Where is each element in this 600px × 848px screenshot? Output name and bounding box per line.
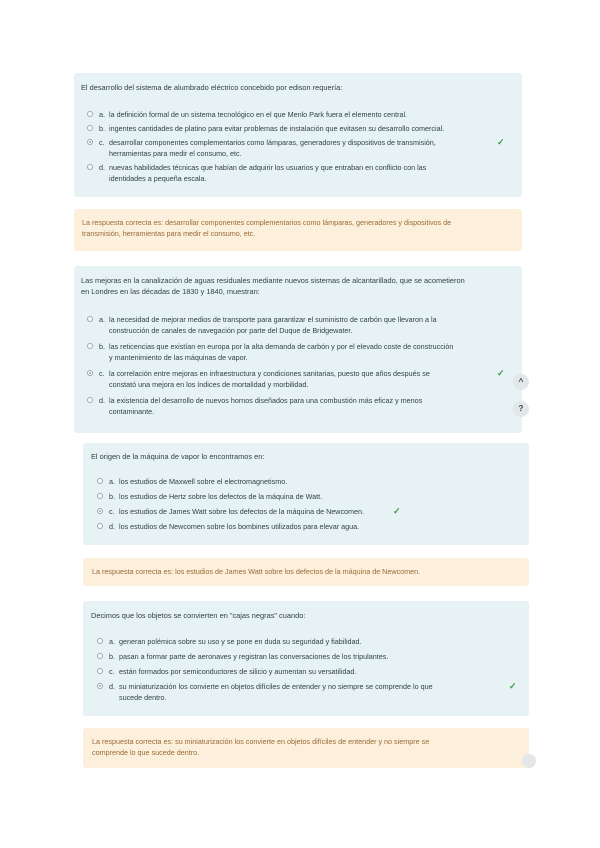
radio-button-selected[interactable] xyxy=(87,139,93,145)
question-1-options: a. la definición formal de un sistema tecnológico en el que Menlo Park fuera el elemento central. b. ingentes cantidades de platino para evitar problemas de instalación que evitasen su desarrollo comercial. c. desarrollar componentes complementarios como lámparas, generadores y dispositivos de transmisión, herramientas para medir el consumo, etc. ✓ d. nuevas habilidades técnicas que habían de adquirir los usuarios y que entraban en conflicto con las identidades a pequeña escala. xyxy=(87,110,512,194)
question-2-text: Las mejoras en la canalización de aguas residuales mediante nuevos sistemas de alcantarillado, que se acometieron en Londres en las décadas de 1830 y 1840, muestran: xyxy=(81,276,465,296)
radio-button[interactable] xyxy=(97,493,103,499)
correct-check-icon: ✓ xyxy=(393,506,401,516)
question-3-options: a. los estudios de Maxwell sobre el electromagnetismo. b. los estudios de Hertz sobre los defectos de la máquina de Watt. c. los estudios de James Watt sobre los defectos de la máquina de Newcomen. ✓ d. los estudios de Newcomen sobre los bombines utilizados para elevar agua. xyxy=(97,477,519,541)
radio-button-selected[interactable] xyxy=(97,683,103,689)
radio-button-selected[interactable] xyxy=(97,508,103,514)
question-3-card xyxy=(83,443,529,545)
question-1-feedback: La respuesta correcta es: desarrollar componentes complementarios como lámparas, generadores y dispositivos de transmisión, herramientas para medir el consumo, etc. xyxy=(74,209,522,251)
scroll-up-button[interactable]: ^ xyxy=(513,374,529,390)
question-4-feedback: La respuesta correcta es: su miniaturización los convierte en objetos difíciles de entender y no siempre se comprende lo que sucede dentro. xyxy=(83,728,529,768)
question-3-feedback: La respuesta correcta es: los estudios de James Watt sobre los defectos de la máquina de Newcomen. xyxy=(83,558,529,586)
radio-button[interactable] xyxy=(87,343,93,349)
radio-button-selected[interactable] xyxy=(87,370,93,376)
radio-button[interactable] xyxy=(97,653,103,659)
question-1-card xyxy=(74,73,522,197)
question-2-options: a. la necesidad de mejorar medios de transporte para garantizar el suministro de carbón que llevaron a la construcción de canales de navegación por parte del Duque de Bridgewater. b. las reticencias que existían en europa por la alta demanda de carbón y por el elevado coste de construcción y mantenimiento de las máquinas de vapor. c. la correlación entre mejoras en infraestructura y condiciones sanitarias, puesto que años después se constató una mejora en los índices de mortalidad y morbilidad. ✓ d. la existencia del desarrollo de nuevos hornos diseñados para una combustión más eficaz y menos contaminante. xyxy=(87,315,512,427)
radio-button[interactable] xyxy=(87,125,93,131)
question-3-text: El origen de la máquina de vapor lo encontramos en: xyxy=(91,452,265,461)
question-4-text: Decimos que los objetos se convierten en "cajas negras" cuando: xyxy=(91,611,306,620)
question-4-card xyxy=(83,601,529,716)
question-2-card xyxy=(74,266,522,433)
help-button[interactable]: ? xyxy=(513,401,529,417)
radio-button[interactable] xyxy=(87,397,93,403)
radio-button[interactable] xyxy=(87,316,93,322)
question-1-text: El desarrollo del sistema de alumbrado eléctrico concebido por edison requería: xyxy=(81,83,343,92)
correct-check-icon: ✓ xyxy=(509,681,517,691)
radio-button[interactable] xyxy=(87,164,93,170)
radio-button[interactable] xyxy=(97,668,103,674)
radio-button[interactable] xyxy=(97,478,103,484)
correct-check-icon: ✓ xyxy=(497,368,505,378)
radio-button[interactable] xyxy=(87,111,93,117)
radio-button[interactable] xyxy=(97,523,103,529)
correct-check-icon: ✓ xyxy=(497,137,505,147)
partial-round-button[interactable] xyxy=(522,754,536,768)
radio-button[interactable] xyxy=(97,638,103,644)
question-4-options: a. generan polémica sobre su uso y se pone en duda su seguridad y fiabilidad. b. pasan a formar parte de aeronaves y registran las conversaciones de los tripulantes. c. están formados por semiconductores de silicio y aumentan su versatilidad. d. su miniaturización los convierte en objetos difíciles de entender y no siempre se comprende lo que sucede dentro. ✓ xyxy=(97,637,519,713)
